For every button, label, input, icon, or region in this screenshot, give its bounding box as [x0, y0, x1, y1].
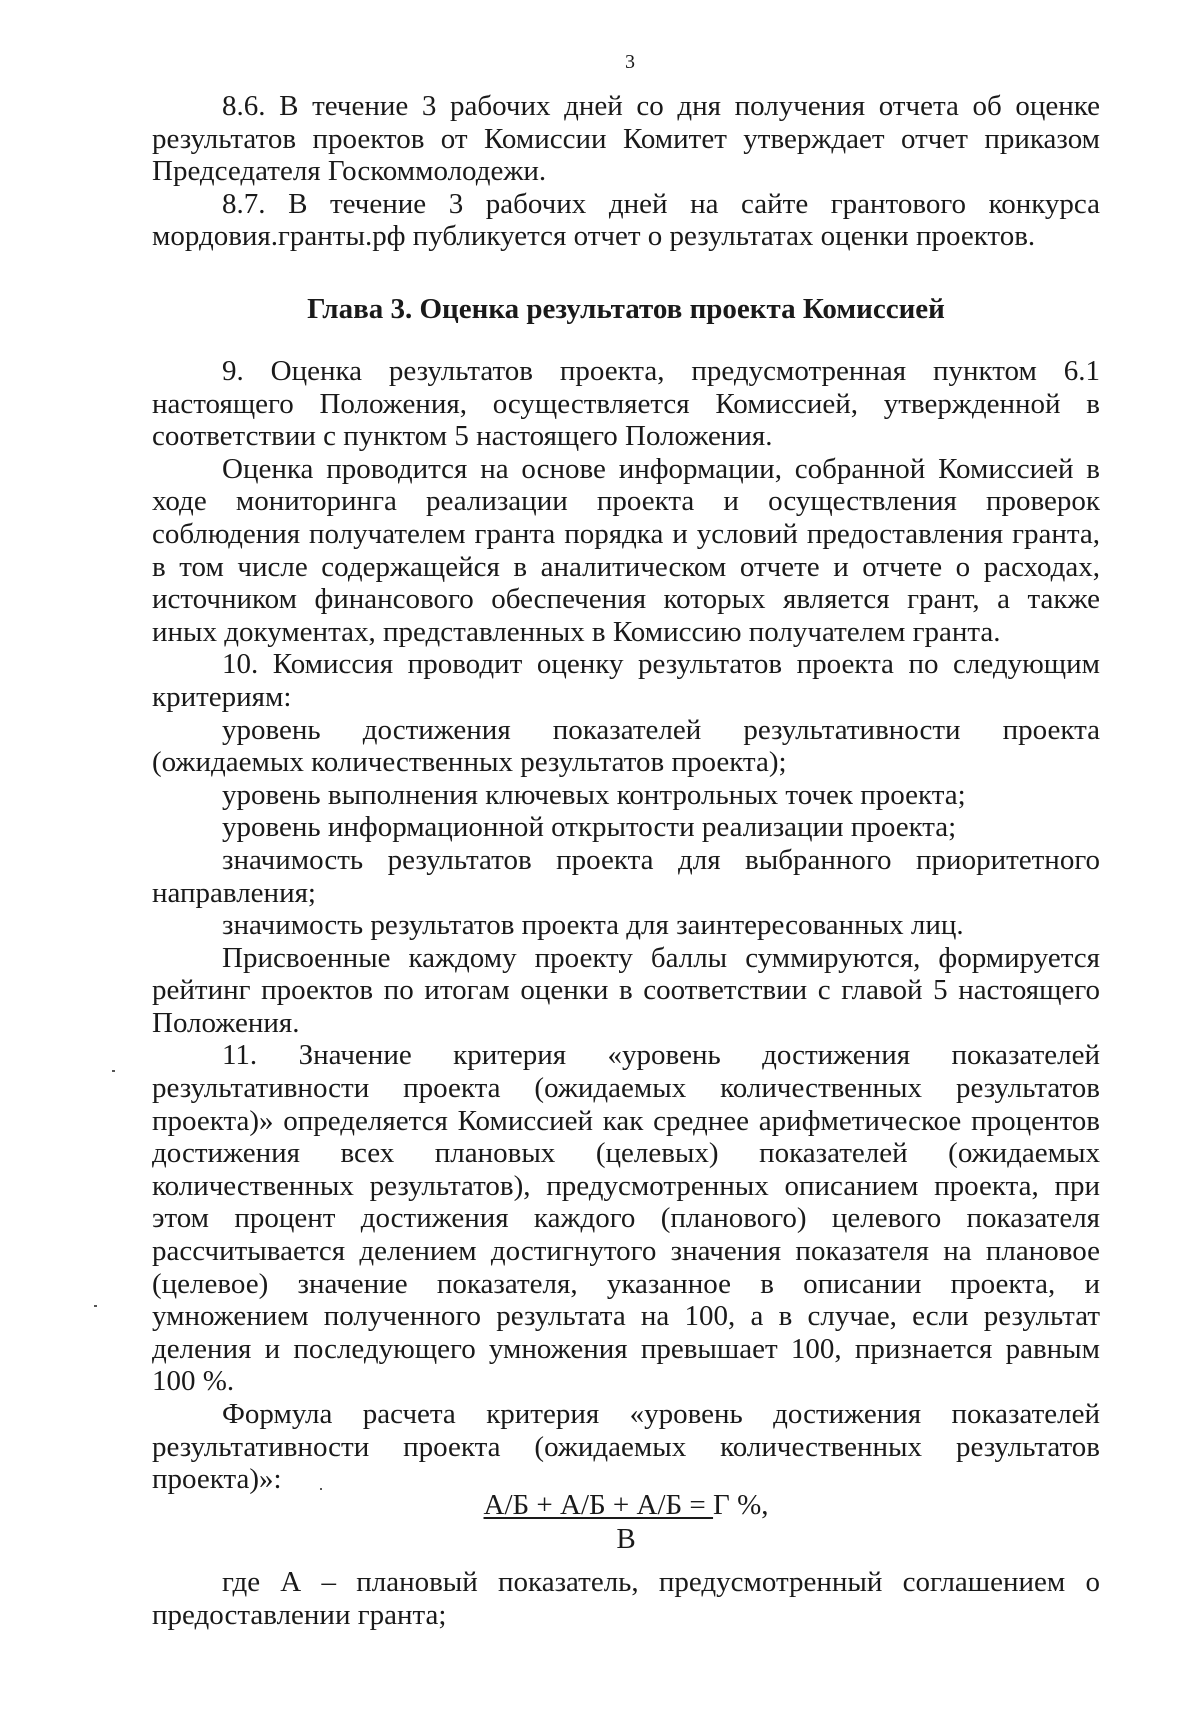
paragraph-8-7: 8.7. В течение 3 рабочих дней на сайте грантового конкурса мордовия.гранты.рф публикуется отчет о результатах оценки проектов. — [152, 187, 1100, 253]
legend-a: где А – плановый показатель, предусмотренный соглашением о предоставлении гранта; — [152, 1566, 1100, 1631]
formula-fraction — [483, 1488, 769, 1555]
scan-speck — [112, 1070, 115, 1072]
criterion-1: уровень достижения показателей результативности проекта (ожидаемых количественных результатов проекта); — [152, 713, 1100, 779]
paragraph-8-6: 8.6. В течение 3 рабочих дней со дня получения отчета об оценке результатов проектов от Комиссии Комитет утверждает отчет приказом Председателя Госкоммолодежи. — [152, 90, 1100, 188]
paragraph-10: 10. Комиссия проводит оценку результатов проекта по следующим критериям: — [152, 648, 1100, 713]
formula-numerator-expression: А/Б + А/Б + А/Б = — [483, 1489, 714, 1521]
criterion-3: уровень информационной открытости реализации проекта; — [222, 811, 957, 844]
formula-denominator: В — [616, 1523, 636, 1555]
formula-numerator — [484, 1488, 769, 1522]
paragraph-9: 9. Оценка результатов проекта, предусмотренная пунктом 6.1 настоящего Положения, осуществляется Комиссией, утвержденной в соответствии с пунктом 5 настоящего Положения. — [152, 355, 1100, 453]
paragraph-11-formula-intro: Формула расчета критерия «уровень достижения показателей результативности проекта (ожидаемых количественных результатов проекта)»: — [152, 1398, 1100, 1496]
criterion-4: значимость результатов проекта для выбранного приоритетного направления; — [152, 843, 1100, 909]
chapter-title: Глава 3. Оценка результатов проекта Комиссией — [307, 293, 945, 325]
criterion-2: уровень выполнения ключевых контрольных точек проекта; — [222, 778, 966, 811]
formula-legend — [152, 1566, 1100, 1631]
paragraph-11: 11. Значение критерия «уровень достижения показателей результативности проекта (ожидаемых количественных результатов проекта)» определяется Комиссией как среднее арифметическое процентов достижения всех плановых (целевых) показателей (ожидаемых количественных результатов), предусмотренных описанием проекта, при этом процент достижения каждого (планового) целевого показателя рассчитывается делением достигнутого значения показателя на плановое (целевое) значение показателя, указанное в описании проекта, и умножением полученного результата на 100, а в случае, если результат деления и последующего умножения превышает 100, признается равным 100 %. — [152, 1039, 1100, 1398]
paragraph-9-assessment-basis: Оценка проводится на основе информации, собранной Комиссией в ходе мониторинга реализации проекта и осуществления проверок соблюдения получателем гранта порядка и условий предоставления гранта, в том числе содержащейся в аналитическом отчете и отчете о расходах, источником финансового обеспечения которых является грант, а также иных документах, представленных в Комиссию получателем гранта. — [152, 452, 1100, 648]
section-8-paragraphs — [152, 90, 1100, 253]
chapter-3-body — [152, 355, 1100, 1496]
scan-speck — [94, 1305, 97, 1307]
criterion-5: значимость результатов проекта для заинтересованных лиц. — [222, 909, 964, 942]
paragraph-10-rating: Присвоенные каждому проекту баллы суммируются, формируется рейтинг проектов по итогам оценки в соответствии с главой 5 настоящего Положения. — [152, 941, 1100, 1039]
formula-result: Г %, — [713, 1489, 769, 1521]
page-number: 3 — [625, 51, 635, 73]
formula — [152, 1488, 1100, 1555]
scan-speck — [320, 1488, 322, 1490]
